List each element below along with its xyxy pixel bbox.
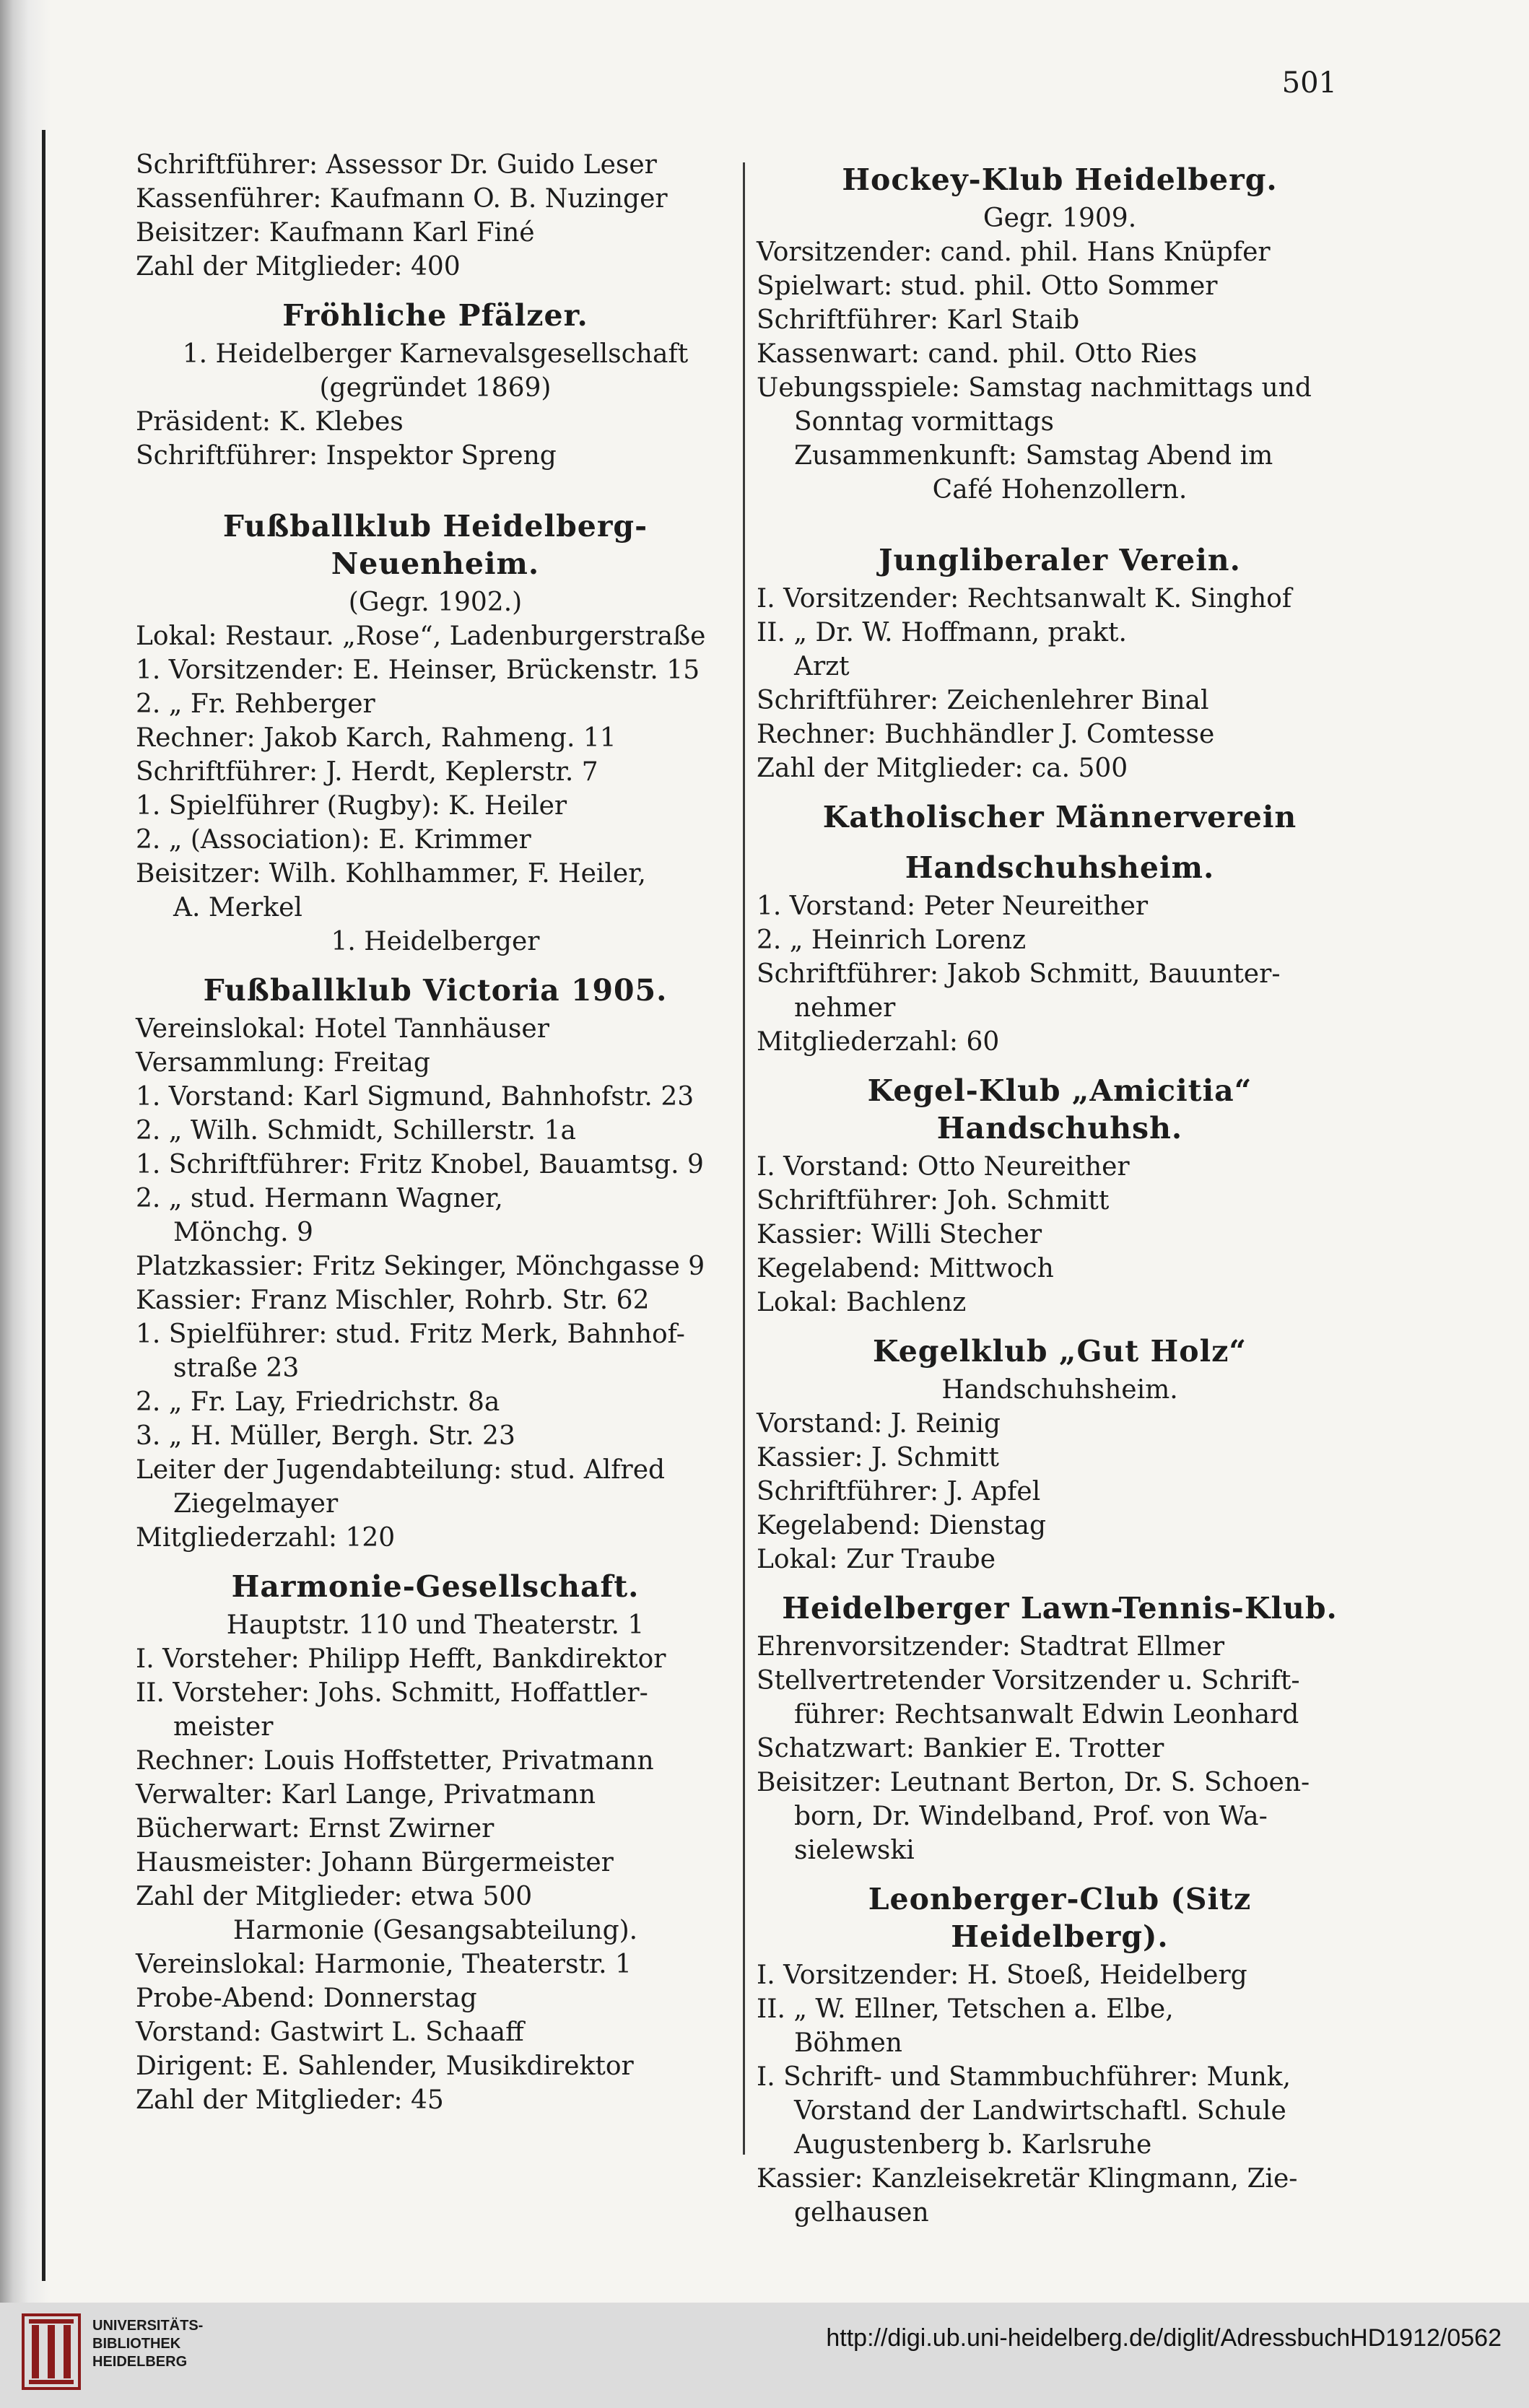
section-heading: Katholischer Männerverein bbox=[822, 800, 1297, 834]
entry-line: Zahl der Mitglieder: ca. 500 bbox=[757, 754, 1128, 783]
entry-line: Mitgliederzahl: 60 bbox=[757, 1027, 1000, 1057]
entry-line: Stellvertretender Vorsitzender u. Schrift- bbox=[757, 1666, 1300, 1696]
entry-line: Präsident: K. Klebes bbox=[136, 407, 404, 437]
entry-line: Lokal: Bachlenz bbox=[757, 1288, 967, 1317]
entry-line: Beisitzer: Kaufmann Karl Finé bbox=[136, 218, 535, 248]
entry-line: Schriftführer: Assessor Dr. Guido Leser bbox=[136, 150, 657, 180]
entry-line: Platzkassier: Fritz Sekinger, Mönchgasse 9 bbox=[136, 1252, 705, 1281]
entry-line: Hausmeister: Johann Bürgermeister bbox=[136, 1848, 614, 1877]
entry-line: Spielwart: stud. phil. Otto Sommer bbox=[757, 271, 1218, 301]
entry-continuation: führer: Rechtsanwalt Edwin Leonhard bbox=[794, 1700, 1299, 1729]
entry-line: Kassier: J. Schmitt bbox=[757, 1443, 1000, 1473]
entry-line: Vorstand: Gastwirt L. Schaaff bbox=[136, 2017, 524, 2047]
entry-line: Schriftführer: Inspektor Spreng bbox=[136, 441, 557, 471]
entry-line: Beisitzer: Wilh. Kohlhammer, F. Heiler, bbox=[136, 859, 646, 889]
entry-line: I. Schrift- und Stammbuchführer: Munk, bbox=[757, 2062, 1291, 2092]
entry-line: Dirigent: E. Sahlender, Musikdirektor bbox=[136, 2051, 634, 2081]
section-heading: Heidelberger Lawn-Tennis-Klub. bbox=[782, 1591, 1338, 1626]
entry-continuation: sielewski bbox=[794, 1836, 915, 1865]
entry-line: Kassier: Kanzleisekretär Klingmann, Zie- bbox=[757, 2164, 1298, 2194]
entry-line: Zahl der Mitglieder: 400 bbox=[136, 252, 461, 282]
entry-line: Rechner: Jakob Karch, Rahmeng. 11 bbox=[136, 723, 617, 753]
entry-line: Vereinslokal: Harmonie, Theaterstr. 1 bbox=[136, 1950, 632, 1979]
section-subheading: Hauptstr. 110 und Theaterstr. 1 bbox=[226, 1610, 645, 1640]
entry-continuation: Mönchg. 9 bbox=[173, 1218, 313, 1247]
section-heading: Hockey-Klub Heidelberg. bbox=[842, 162, 1278, 197]
section-heading: Kegel-Klub „Amicitia“ Handschuhsh. bbox=[867, 1073, 1253, 1146]
entry-line: Leiter der Jugendabteilung: stud. Alfred bbox=[136, 1455, 666, 1485]
entry-line: Zahl der Mitglieder: 45 bbox=[136, 2085, 444, 2115]
entry-line: 2. „ (Association): E. Krimmer bbox=[136, 825, 531, 855]
entry-line: Schriftführer: Karl Staib bbox=[757, 305, 1080, 335]
entry-line: Ehrenvorsitzender: Stadtrat Ellmer bbox=[757, 1632, 1225, 1662]
entry-line: Verwalter: Karl Lange, Privatmann bbox=[136, 1780, 596, 1810]
institution-line: HEIDELBERG bbox=[92, 2354, 188, 2370]
entry-line: 2. „ Fr. Rehberger bbox=[136, 689, 375, 719]
binding-shadow-line bbox=[42, 130, 45, 2281]
institution-name bbox=[92, 2317, 203, 2371]
entry-line: II. „ Dr. W. Hoffmann, prakt. bbox=[757, 618, 1127, 647]
entry-continuation: Arzt bbox=[794, 652, 850, 681]
section-heading: Fröhliche Pfälzer. bbox=[282, 298, 588, 333]
entry-line: Schriftführer: J. Apfel bbox=[757, 1477, 1041, 1506]
entry-line: II. „ W. Ellner, Tetschen a. Elbe, bbox=[757, 1994, 1174, 2024]
page-number: 501 bbox=[1281, 66, 1337, 100]
entry-line: Lokal: Zur Traube bbox=[757, 1545, 996, 1574]
entry-line: Rechner: Buchhändler J. Comtesse bbox=[757, 720, 1215, 749]
entry-line: 3. „ H. Müller, Bergh. Str. 23 bbox=[136, 1421, 515, 1451]
entry-line: Zahl der Mitglieder: etwa 500 bbox=[136, 1882, 533, 1911]
entry-line: Kassenwart: cand. phil. Otto Ries bbox=[757, 339, 1198, 369]
entry-continuation: A. Merkel bbox=[173, 893, 302, 922]
left-column bbox=[136, 148, 735, 2117]
entry-line: I. Vorstand: Otto Neureither bbox=[757, 1152, 1130, 1182]
entry-continuation: Ziegelmayer bbox=[173, 1489, 339, 1519]
entry-line: 1. Vorstand: Karl Sigmund, Bahnhofstr. 23 bbox=[136, 1082, 694, 1112]
entry-line: 1. Spielführer: stud. Fritz Merk, Bahnhof- bbox=[136, 1319, 685, 1349]
entry-line: 2. „ Heinrich Lorenz bbox=[757, 925, 1027, 955]
entry-line: 2. „ stud. Hermann Wagner, bbox=[136, 1184, 503, 1213]
entry-line: I. Vorsitzender: H. Stoeß, Heidelberg bbox=[757, 1960, 1247, 1990]
entry-line: Kassier: Franz Mischler, Rohrb. Str. 62 bbox=[136, 1286, 650, 1315]
entry-line: 1. Vorsitzender: E. Heinser, Brückenstr. 15 bbox=[136, 655, 700, 685]
section-subheading: Handschuhsheim. bbox=[941, 1375, 1178, 1405]
entry-line: Schriftführer: Joh. Schmitt bbox=[757, 1186, 1110, 1216]
spacer bbox=[757, 507, 1363, 528]
entry-continuation: Zusammenkunft: Samstag Abend im bbox=[794, 441, 1273, 471]
entry-line: Kegelabend: Dienstag bbox=[757, 1511, 1047, 1540]
entry-line: Uebungsspiele: Samstag nachmittags und bbox=[757, 373, 1312, 403]
section-heading: Handschuhsheim. bbox=[905, 850, 1215, 885]
entry-line: Versammlung: Freitag bbox=[136, 1048, 430, 1078]
entry-continuation: Böhmen bbox=[794, 2028, 902, 2058]
section-heading: Kegelklub „Gut Holz“ bbox=[872, 1334, 1247, 1369]
viewer-footer-bar bbox=[0, 2303, 1529, 2408]
entry-continuation: born, Dr. Windelband, Prof. von Wa- bbox=[794, 1802, 1268, 1831]
spacer bbox=[136, 473, 735, 494]
entry-line: Bücherwart: Ernst Zwirner bbox=[136, 1814, 495, 1844]
entry-line: Vorstand: J. Reinig bbox=[757, 1409, 1001, 1439]
entry-line: Vorsitzender: cand. phil. Hans Knüpfer bbox=[757, 237, 1271, 267]
entry-line: Schriftführer: J. Herdt, Keplerstr. 7 bbox=[136, 757, 598, 787]
entry-line: 2. „ Wilh. Schmidt, Schillerstr. 1a bbox=[136, 1116, 576, 1146]
right-column bbox=[757, 148, 1363, 2230]
university-library-logo-icon bbox=[20, 2312, 82, 2391]
entry-continuation: Sonntag vormittags bbox=[794, 407, 1054, 437]
entry-line: Beisitzer: Leutnant Berton, Dr. S. Schoen- bbox=[757, 1768, 1310, 1797]
permalink-url[interactable]: http://digi.ub.uni-heidelberg.de/diglit/AdressbuchHD1912/0562 bbox=[826, 2324, 1502, 2352]
entry-line: II. Vorsteher: Johs. Schmitt, Hoffattler- bbox=[136, 1678, 648, 1708]
entry-line: 1. Vorstand: Peter Neureither bbox=[757, 891, 1149, 921]
entry-line: Schatzwart: Bankier E. Trotter bbox=[757, 1734, 1164, 1763]
entry-line: Rechner: Louis Hoffstetter, Privatmann bbox=[136, 1746, 654, 1776]
entry-continuation: Augustenberg b. Karlsruhe bbox=[794, 2130, 1152, 2160]
section-subheading: 1. Heidelberger Karnevalsgesellschaft bbox=[182, 339, 689, 369]
section-subheading: Gegr. 1909. bbox=[983, 204, 1137, 233]
section-subheading: Café Hohenzollern. bbox=[932, 475, 1188, 505]
entry-line: Schriftführer: Zeichenlehrer Binal bbox=[757, 686, 1209, 715]
entry-continuation: Vorstand der Landwirtschaftl. Schule bbox=[794, 2096, 1286, 2126]
section-heading: Harmonie-Gesellschaft. bbox=[231, 1569, 640, 1604]
entry-line: Lokal: Restaur. „Rose“, Ladenburgerstraße bbox=[136, 621, 706, 651]
section-subheading: 1. Heidelberger bbox=[331, 927, 540, 956]
section-subheading: Harmonie (Gesangsabteilung). bbox=[232, 1916, 638, 1945]
entry-line: 1. Spielführer (Rugby): K. Heiler bbox=[136, 791, 567, 821]
entry-line: Kassier: Willi Stecher bbox=[757, 1220, 1042, 1249]
section-heading: Fußballklub Victoria 1905. bbox=[203, 973, 668, 1008]
section-heading: Fußballklub Heidelberg-Neuenheim. bbox=[222, 509, 648, 581]
entry-continuation: gelhausen bbox=[794, 2198, 929, 2228]
entry-line: Probe-Abend: Donnerstag bbox=[136, 1984, 477, 2013]
entry-line: Mitgliederzahl: 120 bbox=[136, 1523, 396, 1553]
entry-line: Kegelabend: Mittwoch bbox=[757, 1254, 1054, 1283]
column-divider bbox=[743, 162, 745, 2155]
entry-line: Kassenführer: Kaufmann O. B. Nuzinger bbox=[136, 184, 668, 214]
section-subheading: (gegründet 1869) bbox=[319, 373, 552, 403]
entry-continuation: nehmer bbox=[794, 993, 896, 1023]
entry-line: Vereinslokal: Hotel Tannhäuser bbox=[136, 1014, 549, 1044]
entry-continuation: meister bbox=[173, 1712, 274, 1742]
entry-line: I. Vorsteher: Philipp Hefft, Bankdirektor bbox=[136, 1644, 666, 1674]
entry-line: I. Vorsitzender: Rechtsanwalt K. Singhof bbox=[757, 584, 1292, 614]
section-heading: Leonberger-Club (Sitz Heidelberg). bbox=[868, 1882, 1252, 1954]
entry-line: 2. „ Fr. Lay, Friedrichstr. 8a bbox=[136, 1387, 500, 1417]
entry-continuation: straße 23 bbox=[173, 1353, 300, 1383]
institution-line: BIBLIOTHEK bbox=[92, 2336, 181, 2352]
section-heading: Jungliberaler Verein. bbox=[879, 543, 1241, 577]
section-subheading: (Gegr. 1902.) bbox=[348, 588, 523, 617]
institution-line: UNIVERSITÄTS- bbox=[92, 2318, 204, 2334]
entry-line: Schriftführer: Jakob Schmitt, Bauunter- bbox=[757, 959, 1281, 989]
entry-line: 1. Schriftführer: Fritz Knobel, Bauamtsg. 9 bbox=[136, 1150, 704, 1179]
